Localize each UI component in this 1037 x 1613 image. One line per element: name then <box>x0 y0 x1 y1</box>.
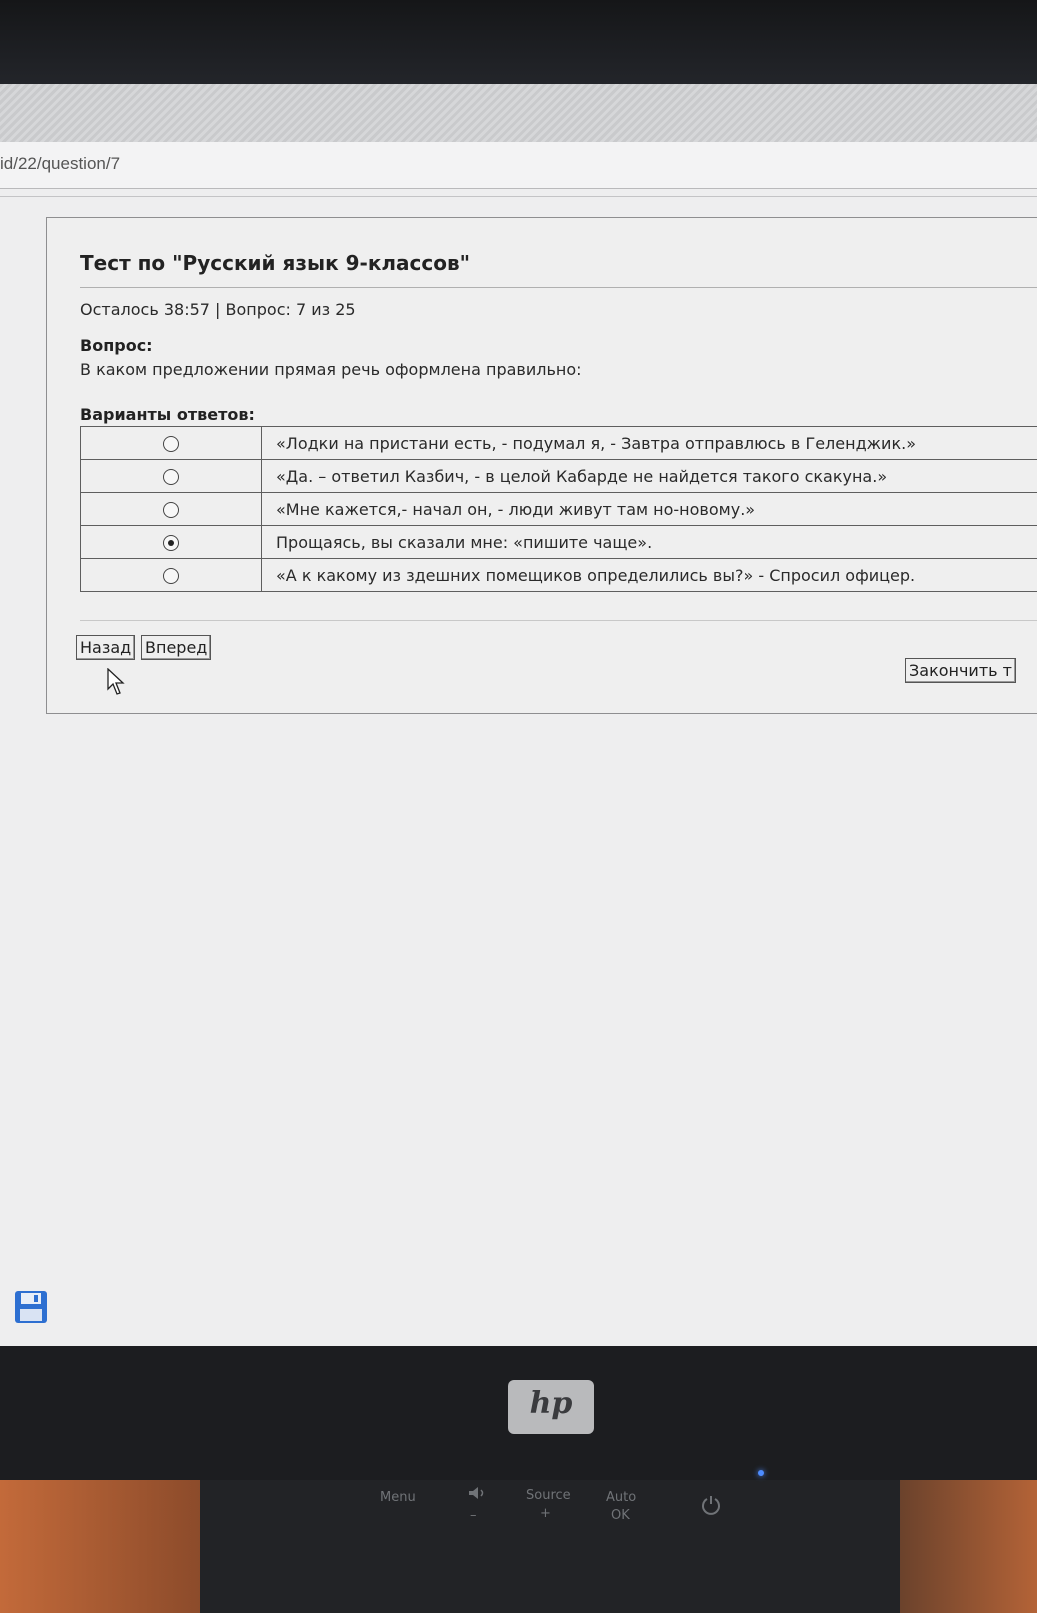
divider <box>0 196 1037 197</box>
mouse-cursor-icon <box>107 668 127 696</box>
answer-row[interactable] <box>81 559 1037 592</box>
auto-button[interactable]: Auto <box>606 1490 637 1505</box>
finish-test-button[interactable]: Закончить т <box>905 658 1016 683</box>
answer-radio-cell[interactable] <box>81 460 262 493</box>
back-button[interactable]: Назад <box>76 635 135 660</box>
address-bar[interactable] <box>0 142 1037 189</box>
answer-text-1: «Лодки на пристани есть, - подумал я, - Завтра отправлюсь в Геленджик.» <box>262 427 1037 460</box>
power-icon[interactable] <box>700 1494 722 1516</box>
answer-radio-cell[interactable] <box>81 526 262 559</box>
answers-table <box>80 426 1037 592</box>
radio-button-2[interactable] <box>163 469 179 485</box>
answer-row[interactable] <box>81 493 1037 526</box>
forward-button[interactable]: Вперед <box>141 635 211 660</box>
answer-text-3: «Мне кажется,- начал он, - люди живут там но-новому.» <box>262 493 1037 526</box>
radio-button-5[interactable] <box>163 568 179 584</box>
hp-logo: hp <box>508 1380 594 1434</box>
bottom-divider <box>80 620 1037 621</box>
power-led <box>758 1470 764 1476</box>
url-text[interactable]: id/22/question/7 <box>0 154 121 173</box>
question-heading: Вопрос: <box>80 336 153 355</box>
volume-minus-button[interactable]: – <box>470 1508 477 1523</box>
ok-button[interactable]: OK <box>611 1508 630 1523</box>
answer-text-5: «А к какому из здешних помещиков определились вы?» - Спросил офицер. <box>262 559 1037 592</box>
test-panel <box>46 217 1037 714</box>
answer-radio-cell[interactable] <box>81 427 262 460</box>
answer-text-2: «Да. – ответил Казбич, - в целой Кабарде не найдется такого скакуна.» <box>262 460 1037 493</box>
timer-status: Осталось 38:57 | Вопрос: 7 из 25 <box>80 300 356 319</box>
answer-row[interactable] <box>81 427 1037 460</box>
radio-button-1[interactable] <box>163 436 179 452</box>
answer-text-4: Прощаясь, вы сказали мне: «пишите чаще». <box>262 526 1037 559</box>
floppy-disk-icon[interactable] <box>14 1290 48 1324</box>
radio-button-4[interactable] <box>163 535 179 551</box>
answers-heading: Варианты ответов: <box>80 405 255 424</box>
menu-button[interactable]: Menu <box>380 1490 416 1505</box>
volume-icon[interactable] <box>468 1486 486 1500</box>
radio-button-3[interactable] <box>163 502 179 518</box>
answer-row[interactable] <box>81 526 1037 559</box>
browser-toolbar <box>0 84 1037 142</box>
answer-row[interactable] <box>81 460 1037 493</box>
title-divider <box>80 287 1037 288</box>
plus-button[interactable]: + <box>540 1506 551 1521</box>
source-button[interactable]: Source <box>526 1488 571 1503</box>
question-text: В каком предложении прямая речь оформлена правильно: <box>80 360 582 379</box>
screen <box>0 84 1037 1346</box>
test-title: Тест по "Русский язык 9-классов" <box>80 251 471 275</box>
answer-radio-cell[interactable] <box>81 559 262 592</box>
answer-radio-cell[interactable] <box>81 493 262 526</box>
monitor-bezel-top <box>0 0 1037 84</box>
